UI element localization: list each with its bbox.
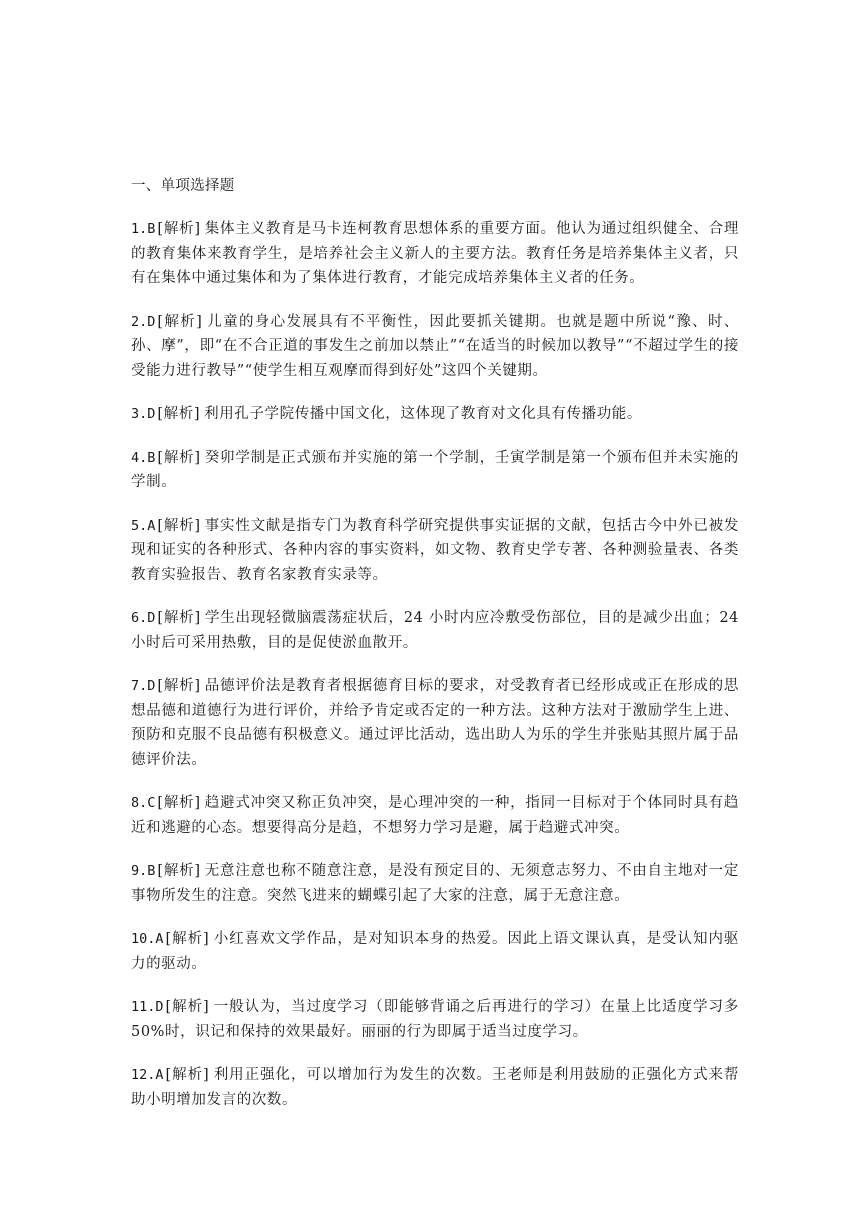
section-title: 一、单项选择题 (131, 178, 235, 194)
answer-number: 3.D (131, 406, 156, 422)
answer-item-1 (131, 217, 739, 291)
answer-number: 5.A (131, 517, 156, 534)
answer-item-12 (131, 1063, 739, 1112)
analysis-text: 事实性文献是指专门为教育科学研究提供事实证据的文献，包括古今中外已被发现和证实的各种形式、各种内容的事实资料，如文物、教育史学专著、各种测验量表、各类教育实验报告、教育名家教育实录等。 (131, 517, 739, 583)
answer-item-9 (131, 859, 739, 908)
analysis-tag: [解析] (157, 795, 201, 811)
analysis-text: 无意注意也称不随意注意，是没有预定目的、无须意志努力、不由自主地对一定事物所发生的注意。突然飞进来的蝴蝶引起了大家的注意，属于无意注意。 (131, 863, 739, 904)
analysis-tag: [解析] (157, 313, 203, 330)
analysis-tag: [解析] (157, 406, 201, 422)
analysis-tag: [解析] (165, 1067, 210, 1083)
analysis-tag: [解析] (157, 678, 201, 694)
analysis-text: 趋避式冲突又称正负冲突，是心理冲突的一种，指同一目标对于个体同时具有趋近和逃避的心态。想要得高分是趋，不想努力学习是避，属于趋避式冲突。 (131, 795, 739, 836)
analysis-tag: [解析] (157, 221, 201, 237)
answer-number: 1.B (131, 221, 156, 237)
answer-number: 12.A (131, 1067, 164, 1083)
answer-item-5 (131, 514, 739, 588)
analysis-tag: [解析] (157, 863, 201, 879)
answer-number: 11.D (131, 999, 164, 1015)
analysis-tag: [解析] (165, 931, 210, 947)
analysis-text: 儿童的身心发展具有不平衡性，因此要抓关键期。也就是题中所说“豫、时、孙、摩”，即“在不合正道的事发生之前加以禁止”“在适当的时候加以教导”“不超过学生的接受能力进行教导”“使学生相互观摩而得到好处”这四个关键期。 (131, 313, 739, 379)
analysis-tag: [解析] (157, 449, 201, 466)
answer-item-11 (131, 995, 739, 1044)
answer-number: 8.C (131, 795, 156, 811)
answer-item-6 (131, 606, 739, 655)
analysis-text: 利用孔子学院传播中国文化，这体现了教育对文化具有传播功能。 (204, 406, 643, 422)
analysis-text: 癸卯学制是正式颁布并实施的第一个学制，壬寅学制是第一个颁布但并未实施的学制。 (131, 449, 739, 490)
answer-number: 4.B (131, 449, 156, 466)
answer-number: 6.D (131, 610, 156, 626)
answer-item-2 (131, 310, 739, 384)
answer-number: 10.A (131, 931, 164, 947)
analysis-tag: [解析] (157, 610, 201, 626)
document-body (131, 174, 739, 1131)
analysis-tag: [解析] (165, 999, 210, 1015)
answer-number: 9.B (131, 863, 156, 879)
answer-item-10 (131, 927, 739, 976)
answer-item-4 (131, 446, 739, 495)
analysis-text: 一般认为，当过度学习（即能够背诵之后再进行的学习）在量上比适度学习多 50%时，识记和保持的效果最好。丽丽的行为即属于适当过度学习。 (131, 999, 740, 1040)
answer-number: 7.D (131, 678, 156, 694)
analysis-text: 集体主义教育是马卡连柯教育思想体系的重要方面。他认为通过组织健全、合理的教育集体来教育学生，是培养社会主义新人的主要方法。教育任务是培养集体主义者，只有在集体中通过集体和为了集体进行教育，才能完成培养集体主义者的任务。 (131, 221, 739, 286)
answer-item-3 (131, 402, 739, 427)
analysis-text: 品德评价法是教育者根据德育目标的要求，对受教育者已经形成或正在形成的思想品德和道德行为进行评价，并给予肯定或否定的一种方法。这种方法对于激励学生上进、预防和克服不良品德有积极意义。通过评比活动，选出助人为乐的学生并张贴其照片属于品德评价法。 (131, 678, 739, 768)
answer-number: 2.D (131, 313, 156, 330)
analysis-text: 利用正强化，可以增加行为发生的次数。王老师是利用鼓励的正强化方式来帮助小明增加发言的次数。 (131, 1067, 740, 1108)
analysis-text: 学生出现轻微脑震荡症状后，24 小时内应冷敷受伤部位，目的是减少出血；24 小时后可采用热敷，目的是促使淤血散开。 (131, 610, 739, 651)
analysis-tag: [解析] (157, 517, 201, 534)
analysis-text: 小红喜欢文学作品，是对知识本身的热爱。因此上语文课认真，是受认知内驱力的驱动。 (131, 931, 740, 972)
answer-item-8 (131, 791, 739, 840)
answer-item-7 (131, 674, 739, 772)
